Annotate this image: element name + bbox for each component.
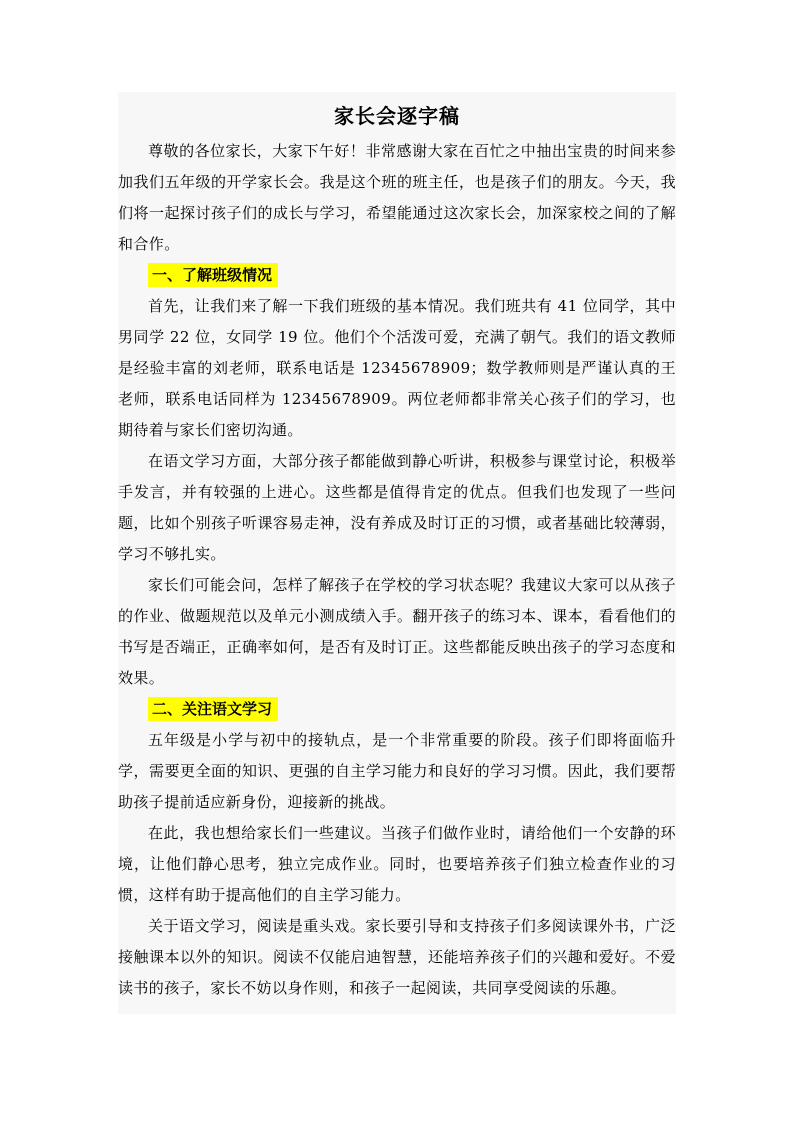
section-heading-chinese-study [118,694,676,725]
section-heading-class-info-label: 一、了解班级情况 [148,263,278,287]
chinese-study-paragraph-1: 五年级是小学与初中的接轨点，是一个非常重要的阶段。孩子们即将面临升学，需要更全面的知识、更强的自主学习能力和良好的学习习惯。因此，我们要帮助孩子提前适应新身份，迎接新的挑战。 [118,731,676,811]
chinese-study-paragraph-3: 关于语文学习，阅读是重头戏。家长要引导和支持孩子们多阅读课外书，广泛接触课本以外的知识。阅读不仅能启迪智慧，还能培养孩子们的兴趣和爱好。不爱读书的孩子，家长不妨以身作则，和孩子一起阅读，共同享受阅读的乐趣。 [118,917,676,997]
class-info-paragraph-3: 家长们可能会问，怎样了解孩子在学校的学习状态呢？我建议大家可以从孩子的作业、做题规范以及单元小测成绩入手。翻开孩子的练习本、课本，看看他们的书写是否端正，正确率如何，是否有及时订正。这些都能反映出孩子的学习态度和效果。 [118,576,676,687]
section-heading-chinese-study-label: 二、关注语文学习 [148,697,278,721]
class-info-paragraph-1: 首先，让我们来了解一下我们班级的基本情况。我们班共有 41 位同学，其中男同学 22 位，女同学 19 位。他们个个活泼可爱，充满了朝气。我们的语文教师是经验丰富的刘老师，联系电话是 12345678909；数学教师则是严谨认真的王老师，联系电话同样为 12345678909。两位老师都非常关心孩子们的学习，也期待着与家长们密切沟通。 [118,297,676,439]
document-title: 家长会逐字稿 [334,104,460,128]
chinese-study-paragraph-2: 在此，我也想给家长们一些建议。当孩子们做作业时，请给他们一个安静的环境，让他们静心思考，独立完成作业。同时，也要培养孩子们独立检查作业的习惯，这样有助于提高他们的自主学习能力。 [118,824,676,904]
section-heading-class-info [118,260,676,291]
class-info-paragraph-2: 在语文学习方面，大部分孩子都能做到静心听讲，积极参与课堂讨论，积极举手发言，并有较强的上进心。这些都是值得肯定的优点。但我们也发现了一些问题，比如个别孩子听课容易走神，没有养成及时订正的习惯，或者基础比较薄弱，学习不够扎实。 [118,452,676,563]
intro-paragraph: 尊敬的各位家长，大家下午好！非常感谢大家在百忙之中抽出宝贵的时间来参加我们五年级的开学家长会。我是这个班的班主任，也是孩子们的朋友。今天，我们将一起探讨孩子们的成长与学习，希望能通过这次家长会，加深家校之间的了解和合作。 [118,142,676,253]
document-body [118,136,676,1004]
document-page [118,92,676,1014]
